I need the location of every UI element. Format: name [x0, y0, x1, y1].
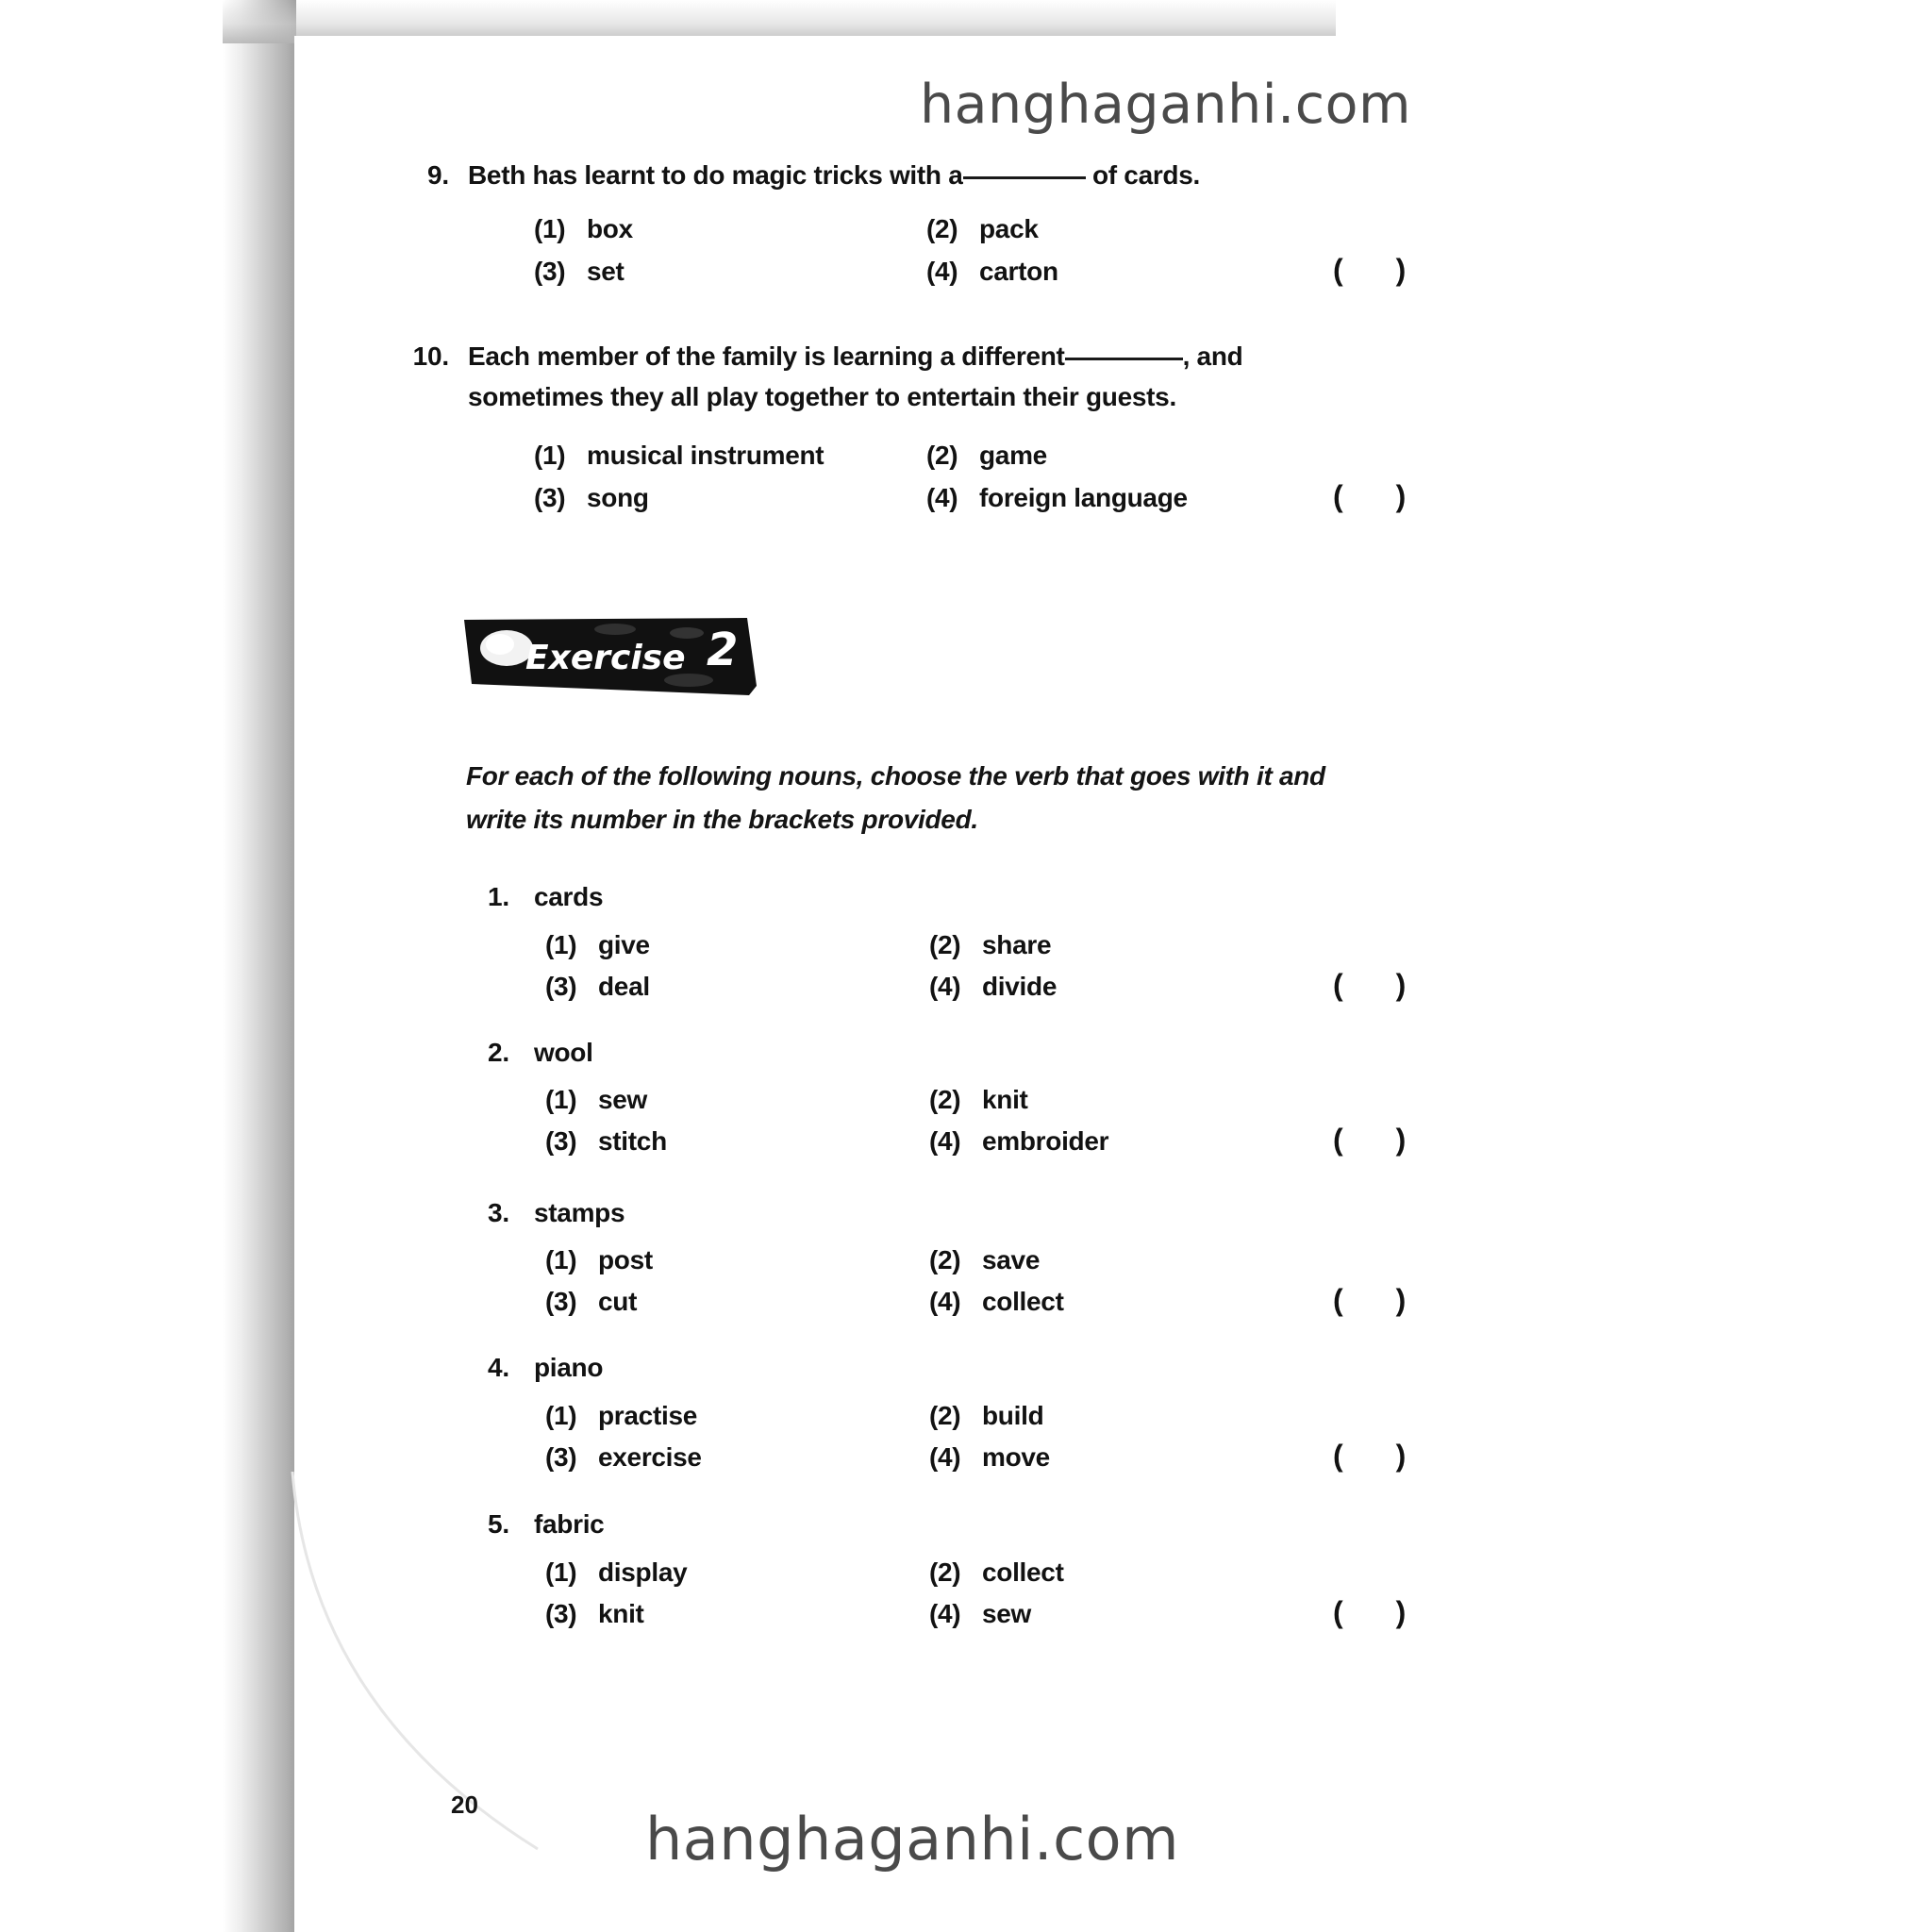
option-tag: (4) [929, 972, 961, 1001]
option-label: pack [979, 214, 1039, 243]
option-tag: (2) [926, 441, 958, 470]
item-2-answer-bracket[interactable] [1333, 1123, 1406, 1158]
item-2-option-4[interactable] [929, 1126, 1108, 1157]
question-10-option-2[interactable] [926, 441, 1047, 471]
question-number-10: 10. [412, 341, 449, 371]
question-10-option-3[interactable] [534, 483, 649, 513]
option-label: embroider [982, 1126, 1109, 1156]
item-1-option-4[interactable] [929, 972, 1057, 1002]
option-label: divide [982, 972, 1058, 1001]
question-9-text-before-blank: Beth has learnt to do magic tricks with a [468, 160, 963, 190]
bracket-right: ) [1395, 479, 1407, 513]
item-noun-4: piano [534, 1353, 604, 1382]
item-1-option-1[interactable] [545, 930, 650, 960]
answer-blank [963, 175, 1086, 179]
bracket-right: ) [1395, 968, 1407, 1002]
option-label: song [587, 483, 649, 512]
item-2-option-2[interactable] [929, 1085, 1028, 1115]
item-1-option-2[interactable] [929, 930, 1051, 960]
page-number: 20 [451, 1790, 478, 1819]
option-tag: (2) [929, 1245, 961, 1274]
item-number-5: 5. [488, 1509, 509, 1539]
option-tag: (3) [545, 972, 577, 1001]
bracket-left: ( [1333, 1595, 1343, 1629]
question-text-9 [468, 160, 1200, 191]
item-noun-1: cards [534, 882, 604, 911]
item-2-option-3[interactable] [545, 1126, 667, 1157]
option-label: deal [598, 972, 650, 1001]
question-10-answer-bracket[interactable] [1333, 479, 1406, 514]
item-number-1: 1. [488, 882, 509, 911]
option-tag: (3) [545, 1442, 577, 1472]
item-noun-5: fabric [534, 1509, 605, 1539]
question-number-9: 9. [427, 160, 449, 190]
item-number-3: 3. [488, 1198, 509, 1227]
bracket-left: ( [1333, 1283, 1343, 1317]
option-tag: (2) [929, 1401, 961, 1430]
option-label: collect [982, 1287, 1064, 1316]
option-label: cut [598, 1287, 638, 1316]
option-tag: (2) [929, 930, 961, 959]
watermark-bottom: hanghaganhi.com [645, 1805, 1180, 1874]
option-label: knit [598, 1599, 644, 1628]
question-10-option-4[interactable] [926, 483, 1188, 513]
option-label: sew [982, 1599, 1032, 1628]
option-tag: (3) [534, 483, 566, 512]
item-4-option-3[interactable] [545, 1442, 702, 1473]
exercise-instruction [466, 755, 1391, 841]
answer-blank [1065, 357, 1183, 360]
scan-shadow-left [223, 0, 296, 1932]
option-label: build [982, 1401, 1044, 1430]
option-tag: (2) [929, 1085, 961, 1114]
option-tag: (3) [545, 1126, 577, 1156]
bracket-left: ( [1333, 1123, 1343, 1157]
exercise-number: 2 [707, 624, 739, 676]
item-3-option-2[interactable] [929, 1245, 1040, 1275]
question-9-text-after-blank: of cards. [1091, 160, 1200, 190]
option-tag: (4) [929, 1126, 961, 1156]
item-1-answer-bracket[interactable] [1333, 968, 1406, 1003]
option-tag: (4) [926, 257, 958, 286]
question-text-10-line-1 [468, 341, 1242, 372]
option-label: foreign language [979, 483, 1188, 512]
option-label: give [598, 930, 650, 959]
bracket-left: ( [1333, 1439, 1343, 1473]
option-label: set [587, 257, 625, 286]
option-tag: (4) [929, 1287, 961, 1316]
question-9-option-2[interactable] [926, 214, 1039, 244]
item-2-option-1[interactable] [545, 1085, 647, 1115]
option-label: box [587, 214, 633, 243]
question-9-option-4[interactable] [926, 257, 1058, 287]
item-1-option-3[interactable] [545, 972, 650, 1002]
item-4-option-4[interactable] [929, 1442, 1050, 1473]
option-tag: (1) [545, 1245, 577, 1274]
option-label: post [598, 1245, 653, 1274]
option-label: collect [982, 1557, 1064, 1587]
option-tag: (2) [929, 1557, 961, 1587]
option-tag: (3) [545, 1599, 577, 1628]
option-tag: (2) [926, 214, 958, 243]
option-tag: (1) [545, 1557, 577, 1587]
item-3-answer-bracket[interactable] [1333, 1283, 1406, 1318]
question-text-10-line-2: sometimes they all play together to entertain their guests. [468, 382, 1176, 411]
question-9-answer-bracket[interactable] [1333, 253, 1406, 288]
item-5-answer-bracket[interactable] [1333, 1595, 1406, 1630]
question-9-option-3[interactable] [534, 257, 625, 287]
item-3-option-1[interactable] [545, 1245, 653, 1275]
item-number-2: 2. [488, 1038, 509, 1067]
option-tag: (4) [926, 483, 958, 512]
option-label: knit [982, 1085, 1028, 1114]
question-10-text-after-blank: , and [1182, 341, 1243, 371]
bracket-right: ) [1395, 1283, 1407, 1317]
option-tag: (1) [545, 1401, 577, 1430]
page-right-margin [1337, 0, 1932, 1932]
option-tag: (1) [534, 441, 566, 470]
item-5-option-1[interactable] [545, 1557, 687, 1588]
bracket-right: ) [1395, 1439, 1407, 1473]
item-5-option-3[interactable] [545, 1599, 644, 1629]
item-3-option-3[interactable] [545, 1287, 637, 1317]
bracket-left: ( [1333, 479, 1343, 513]
option-label: musical instrument [587, 441, 824, 470]
bracket-right: ) [1395, 1123, 1407, 1157]
option-tag: (1) [545, 1085, 577, 1114]
option-tag: (4) [929, 1599, 961, 1628]
bracket-right: ) [1395, 253, 1407, 287]
option-label: display [598, 1557, 688, 1587]
option-tag: (3) [545, 1287, 577, 1316]
item-3-option-4[interactable] [929, 1287, 1064, 1317]
item-noun-2: wool [534, 1038, 593, 1067]
option-label: practise [598, 1401, 697, 1430]
option-label: game [979, 441, 1047, 470]
item-4-option-1[interactable] [545, 1401, 697, 1431]
option-label: sew [598, 1085, 648, 1114]
instruction-line-2: write its number in the brackets provided. [466, 805, 978, 834]
option-label: exercise [598, 1442, 702, 1472]
question-10-text-before-blank: Each member of the family is learning a different [468, 341, 1065, 371]
watermark-top: hanghaganhi.com [920, 74, 1411, 136]
instruction-line-1: For each of the following nouns, choose the verb that goes with it and [466, 761, 1325, 791]
exercise-label: Exercise [525, 639, 686, 677]
item-noun-3: stamps [534, 1198, 625, 1227]
bracket-right: ) [1395, 1595, 1407, 1629]
option-tag: (4) [929, 1442, 961, 1472]
item-number-4: 4. [488, 1353, 509, 1382]
option-label: stitch [598, 1126, 667, 1156]
bracket-left: ( [1333, 253, 1343, 287]
item-4-option-2[interactable] [929, 1401, 1043, 1431]
item-4-answer-bracket[interactable] [1333, 1439, 1406, 1474]
question-10-option-1[interactable] [534, 441, 824, 471]
option-label: move [982, 1442, 1050, 1472]
option-label: save [982, 1245, 1041, 1274]
worksheet-page [294, 36, 1337, 1932]
item-5-option-2[interactable] [929, 1557, 1064, 1588]
item-5-option-4[interactable] [929, 1599, 1031, 1629]
option-tag: (1) [545, 930, 577, 959]
option-tag: (1) [534, 214, 566, 243]
option-label: share [982, 930, 1052, 959]
option-tag: (3) [534, 257, 566, 286]
question-9-option-1[interactable] [534, 214, 633, 244]
bracket-left: ( [1333, 968, 1343, 1002]
option-label: carton [979, 257, 1058, 286]
